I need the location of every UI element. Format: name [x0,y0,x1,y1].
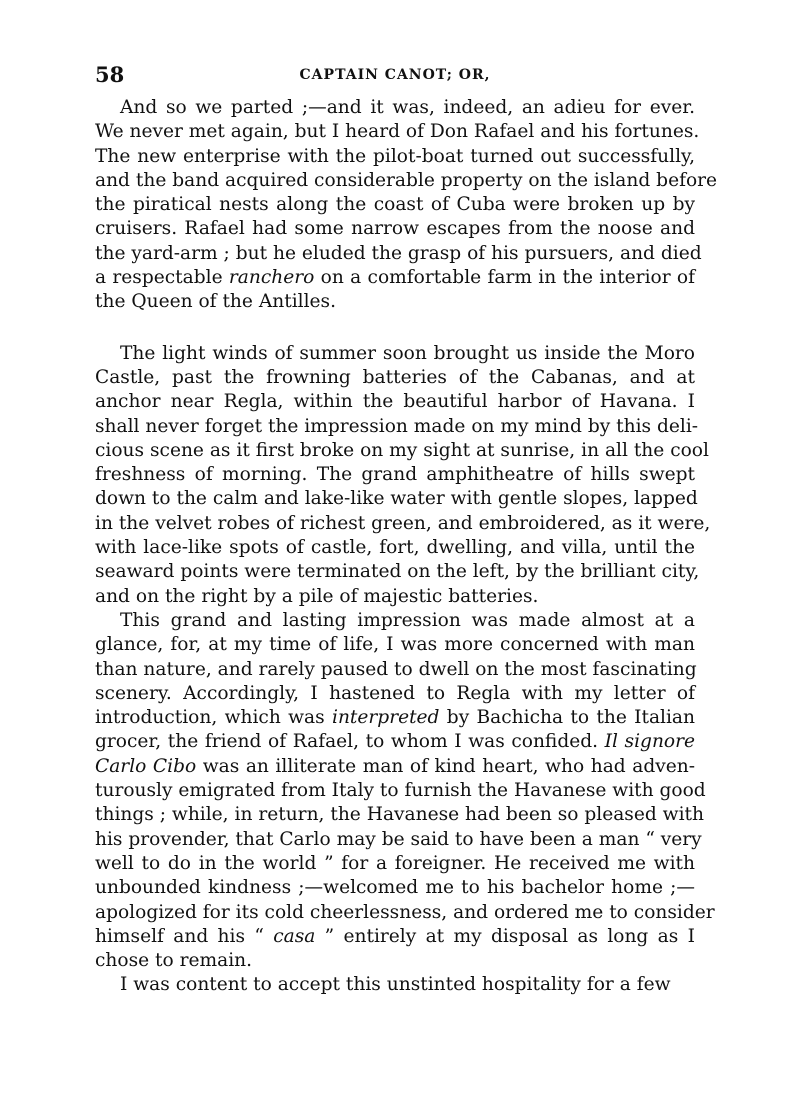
text-segment: apologized for its cold cheerlessness, and ordered me to consider [95,901,715,923]
text-line [95,342,695,366]
text-segment: This grand and lasting impression was made almost at a [120,609,695,631]
text-segment: the Queen of the Antilles. [95,291,336,313]
text-segment: down to the calm and lake-like water with gentle slopes, lapped [95,488,698,510]
italic-text: interpreted [332,707,440,729]
text-segment: And so we parted ;—and it was, indeed, an adieu for ever. [120,97,695,118]
text-segment: the piratical nests along the coast of Cuba were broken up by [95,194,695,216]
paragraph-gap [95,315,695,342]
text-line [95,852,695,876]
body-text [95,96,718,998]
text-line [95,366,695,390]
text-segment: and on the right by a pile of majestic batteries. [95,585,539,607]
text-segment: Castle, past the frowning batteries of the Cabanas, and at [95,366,695,388]
text-segment: cious scene as it first broke on my sight at sunrise, in all the cool [95,439,709,461]
text-line [95,390,695,414]
text-segment: scenery. Accordingly, I hastened to Regla with my letter of [95,682,695,704]
text-segment: chose to remain. [95,950,253,972]
text-segment: We never met again, but I heard of Don Rafael and his fortunes. [95,121,700,143]
text-segment: than nature, and rarely paused to dwell on the most fascinating [95,658,697,680]
text-line [95,242,702,266]
text-segment: on a comfortable farm in the interior of [314,267,695,289]
text-line [95,120,700,144]
text-line [95,925,695,949]
italic-text: casa [273,925,316,947]
text-line [95,193,695,217]
paragraph [95,342,711,609]
text-line [95,560,700,584]
text-line [95,901,715,925]
text-segment: cruisers. Rafael had some narrow escapes from the noose and [95,218,695,240]
text-segment: The new enterprise with the pilot-boat turned out successfully, [95,145,695,167]
text-line [95,585,695,609]
text-segment: anchor near Regla, within the beautiful harbor of Havana. I [95,391,695,413]
text-segment: his provender, that Carlo may be said to have been a man “ very [95,828,702,850]
paragraph [95,973,695,997]
text-segment: seaward points were terminated on the left, by the brilliant city, [95,561,700,583]
paragraph [95,609,715,973]
text-segment: The light winds of summer soon brought us inside the Moro [120,342,695,364]
italic-text: ranchero [228,267,315,289]
text-segment: glance, for, at my time of life, I was more concerned with man [95,634,695,656]
text-segment: himself and his “ [95,925,274,947]
paragraph [95,96,718,315]
text-line [95,415,699,439]
text-line [95,973,695,997]
text-segment: well to do in the world ” for a foreigner. He received me with [95,852,695,874]
text-line [95,949,695,973]
text-segment: and the band acquired considerable property on the island before [95,169,718,191]
italic-text: Il signore [604,731,696,753]
running-head: CAPTAIN CANOT; OR, [299,67,491,83]
text-line [95,755,695,779]
text-line [95,290,695,314]
page-header [95,62,695,92]
text-segment: grocer, the friend of Rafael, to whom I was confided. [95,731,605,753]
text-line [95,536,695,560]
text-segment: in the velvet robes of richest green, and embroidered, as it were, [95,512,711,534]
text-line [95,96,695,120]
text-line [95,463,695,487]
text-line [95,487,698,511]
text-segment: with lace-like spots of castle, fort, dwelling, and villa, until the [95,537,695,559]
text-line [95,217,695,241]
text-line [95,512,711,536]
text-segment: things ; while, in return, the Havanese had been so pleased with [95,804,704,826]
text-line [95,803,704,827]
text-line [95,266,695,290]
text-segment: shall never forget the impression made on my mind by this deli- [95,415,699,437]
text-segment: introduction, which was [95,707,332,729]
text-segment: was an illiterate man of kind heart, who had adven- [196,755,695,777]
text-line [95,145,695,169]
text-line [95,609,695,633]
text-segment: I was content to accept this unstinted hospitality for a few [120,974,671,996]
text-segment: the yard-arm ; but he eluded the grasp of his pursuers, and died [95,242,702,264]
text-segment: unbounded kindness ;—welcomed me to his bachelor home ;— [95,877,695,899]
text-line [95,706,695,730]
text-line [95,682,695,706]
text-line [95,169,718,193]
italic-text: Carlo Cibo [95,755,197,777]
text-segment: ” entirely at my disposal as long as I [315,925,695,947]
text-line [95,658,695,682]
text-segment: by Bachicha to the Italian [439,707,695,729]
text-line [95,779,706,803]
text-line [95,439,709,463]
text-segment: turously emigrated from Italy to furnish the Havanese with good [95,780,706,802]
text-segment: freshness of morning. The grand amphitheatre of hills swept [95,464,695,486]
text-line [95,730,695,754]
text-line [95,828,702,852]
text-line [95,633,695,657]
text-line [95,876,695,900]
page-number: 58 [95,62,125,87]
text-segment: a respectable [95,267,229,289]
